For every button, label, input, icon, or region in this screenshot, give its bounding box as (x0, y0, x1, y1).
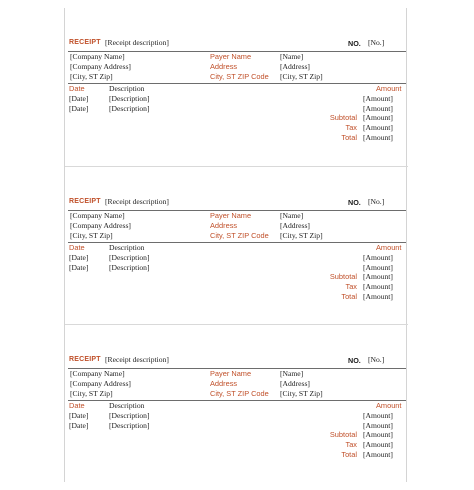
amount-header: Amount (376, 243, 402, 252)
item-amount[interactable]: [Amount] (363, 411, 393, 420)
receipt-number-label: NO. (348, 39, 361, 48)
payer-name-label: Payer Name (210, 52, 252, 61)
item-amount[interactable]: [Amount] (363, 263, 393, 272)
payer-address-label: Address (210, 221, 238, 230)
item-description[interactable]: [Description] (109, 411, 150, 420)
payer-city-label: City, ST ZIP Code (210, 389, 269, 398)
description-header: Description (109, 243, 145, 252)
subtotal-value[interactable]: [Amount] (363, 272, 393, 281)
tax-label: Tax (345, 123, 357, 132)
payer-name-value[interactable]: [Name] (280, 52, 304, 61)
amount-header: Amount (376, 401, 402, 410)
item-date[interactable]: [Date] (69, 253, 89, 262)
tax-label: Tax (345, 282, 357, 291)
item-amount[interactable]: [Amount] (363, 104, 393, 113)
item-date[interactable]: [Date] (69, 263, 89, 272)
payer-city-label: City, ST ZIP Code (210, 231, 269, 240)
description-header: Description (109, 401, 145, 410)
item-amount[interactable]: [Amount] (363, 421, 393, 430)
payer-address-label: Address (210, 379, 238, 388)
total-value[interactable]: [Amount] (363, 292, 393, 301)
receipt-number-value[interactable]: [No.] (368, 355, 385, 364)
company-city[interactable]: [City, ST Zip] (70, 72, 113, 81)
receipt-2 (65, 166, 408, 325)
tax-value[interactable]: [Amount] (363, 123, 393, 132)
payer-name-label: Payer Name (210, 369, 252, 378)
receipt-title: RECEIPT (69, 39, 101, 46)
total-value[interactable]: [Amount] (363, 133, 393, 142)
payer-address-value[interactable]: [Address] (280, 62, 310, 71)
item-amount[interactable]: [Amount] (363, 253, 393, 262)
payer-city-label: City, ST ZIP Code (210, 72, 269, 81)
total-label: Total (341, 133, 357, 142)
receipt-3 (65, 324, 408, 483)
payer-address-value[interactable]: [Address] (280, 221, 310, 230)
date-header: Date (69, 401, 85, 410)
company-address[interactable]: [Company Address] (70, 379, 131, 388)
subtotal-value[interactable]: [Amount] (363, 430, 393, 439)
payer-address-value[interactable]: [Address] (280, 379, 310, 388)
receipt-page (64, 8, 407, 482)
company-city[interactable]: [City, ST Zip] (70, 231, 113, 240)
company-name[interactable]: [Company Name] (70, 369, 125, 378)
receipt-number-value[interactable]: [No.] (368, 197, 385, 206)
item-description[interactable]: [Description] (109, 253, 150, 262)
total-label: Total (341, 450, 357, 459)
company-address[interactable]: [Company Address] (70, 221, 131, 230)
date-header: Date (69, 84, 85, 93)
subtotal-label: Subtotal (329, 113, 357, 122)
receipt-title: RECEIPT (69, 198, 101, 205)
item-description[interactable]: [Description] (109, 94, 150, 103)
item-description[interactable]: [Description] (109, 421, 150, 430)
payer-city-value[interactable]: [City, ST Zip] (280, 389, 323, 398)
payer-name-value[interactable]: [Name] (280, 369, 304, 378)
company-name[interactable]: [Company Name] (70, 52, 125, 61)
receipt-1 (65, 8, 408, 166)
subtotal-label: Subtotal (329, 272, 357, 281)
item-description[interactable]: [Description] (109, 263, 150, 272)
item-date[interactable]: [Date] (69, 411, 89, 420)
tax-label: Tax (345, 440, 357, 449)
tax-value[interactable]: [Amount] (363, 440, 393, 449)
tax-value[interactable]: [Amount] (363, 282, 393, 291)
amount-header: Amount (376, 84, 402, 93)
company-address[interactable]: [Company Address] (70, 62, 131, 71)
date-header: Date (69, 243, 85, 252)
receipt-title: RECEIPT (69, 356, 101, 363)
receipt-description[interactable]: [Receipt description] (105, 355, 169, 364)
item-date[interactable]: [Date] (69, 94, 89, 103)
receipt-number-label: NO. (348, 356, 361, 365)
payer-name-label: Payer Name (210, 211, 252, 220)
subtotal-label: Subtotal (329, 430, 357, 439)
description-header: Description (109, 84, 145, 93)
receipt-description[interactable]: [Receipt description] (105, 38, 169, 47)
payer-city-value[interactable]: [City, ST Zip] (280, 72, 323, 81)
receipt-number-label: NO. (348, 198, 361, 207)
company-city[interactable]: [City, ST Zip] (70, 389, 113, 398)
company-name[interactable]: [Company Name] (70, 211, 125, 220)
payer-name-value[interactable]: [Name] (280, 211, 304, 220)
payer-address-label: Address (210, 62, 238, 71)
subtotal-value[interactable]: [Amount] (363, 113, 393, 122)
item-amount[interactable]: [Amount] (363, 94, 393, 103)
item-date[interactable]: [Date] (69, 104, 89, 113)
payer-city-value[interactable]: [City, ST Zip] (280, 231, 323, 240)
receipt-number-value[interactable]: [No.] (368, 38, 385, 47)
item-description[interactable]: [Description] (109, 104, 150, 113)
receipt-description[interactable]: [Receipt description] (105, 197, 169, 206)
total-label: Total (341, 292, 357, 301)
item-date[interactable]: [Date] (69, 421, 89, 430)
total-value[interactable]: [Amount] (363, 450, 393, 459)
